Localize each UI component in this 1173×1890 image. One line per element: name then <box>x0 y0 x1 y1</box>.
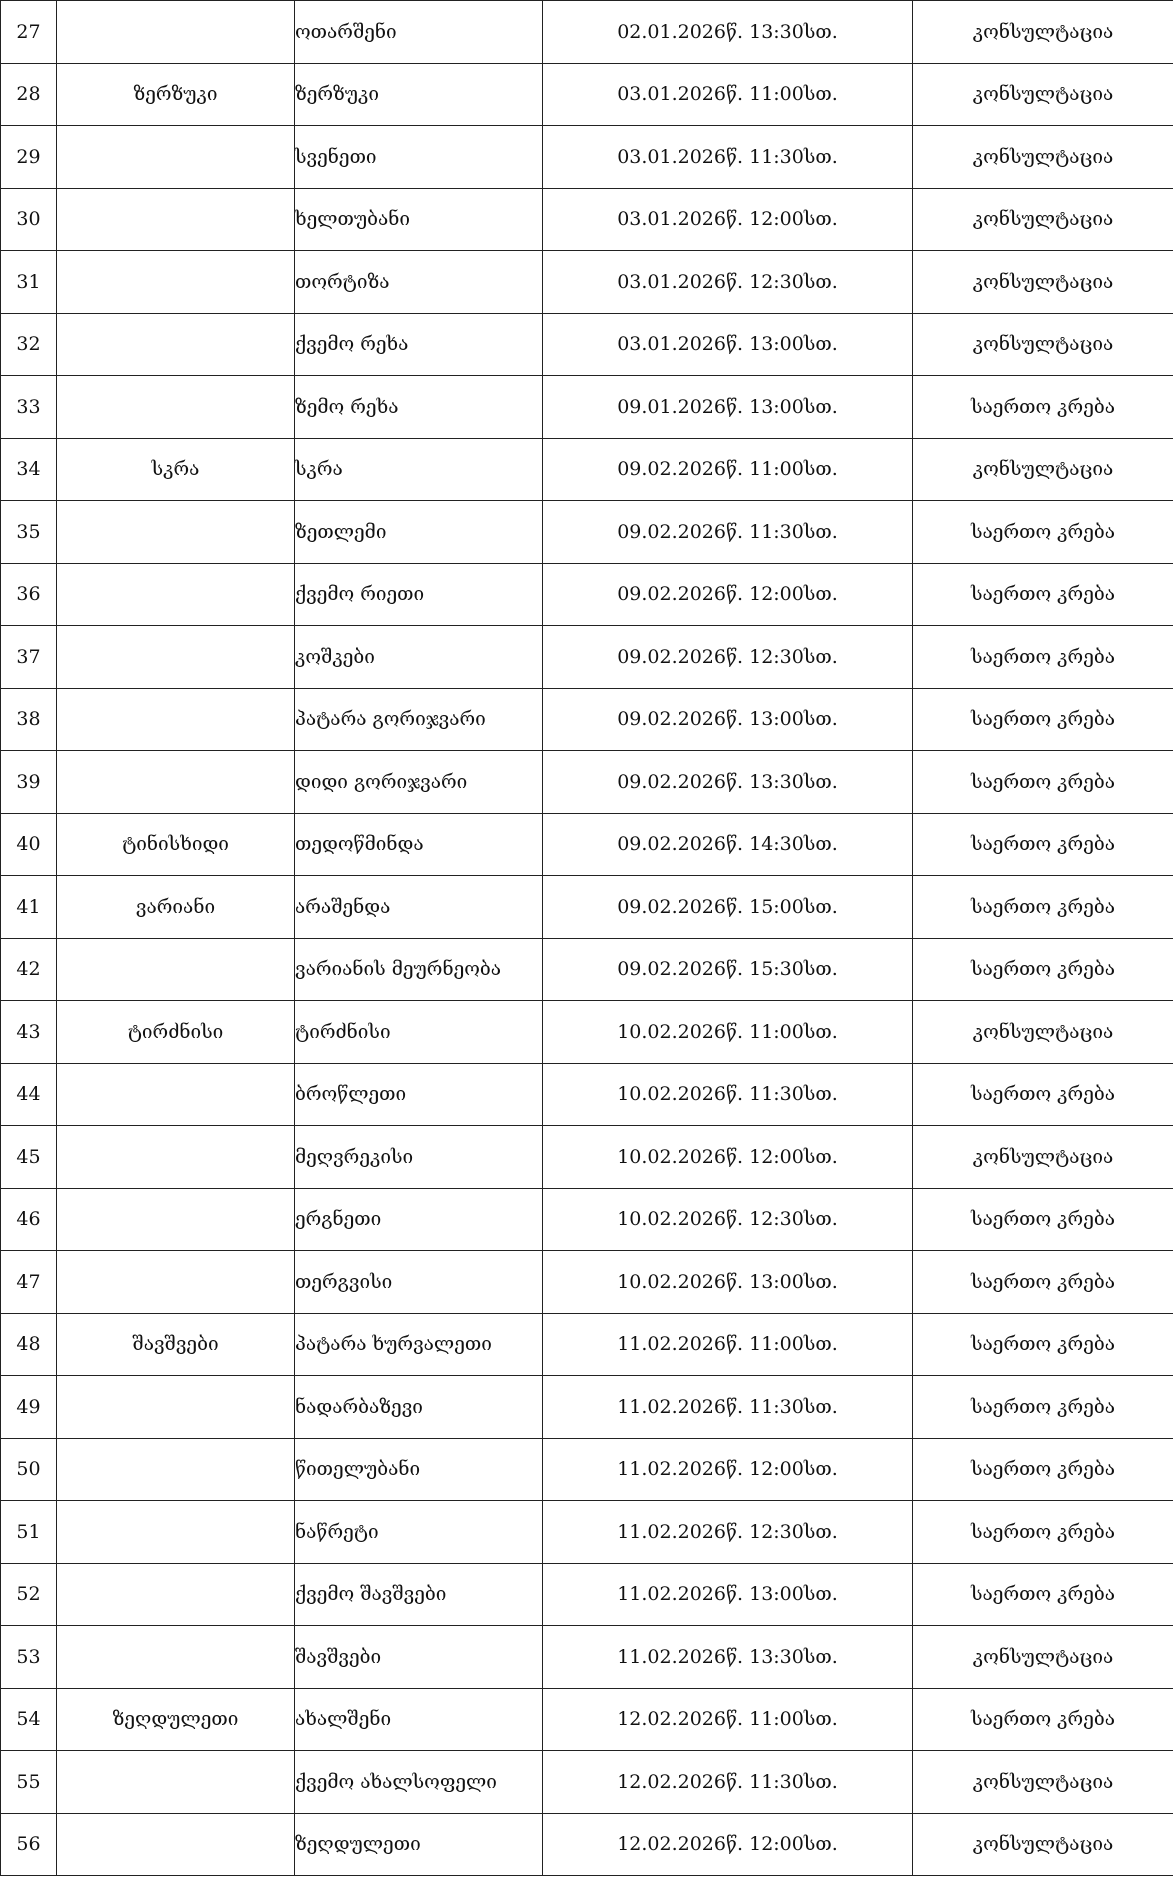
village-cell: ზეთლემი <box>295 501 543 564</box>
meeting-type-cell: კონსულტაცია <box>913 438 1173 501</box>
community-cell <box>57 751 295 814</box>
meeting-type-cell: საერთო კრება <box>913 813 1173 876</box>
datetime-cell: 11.02.2026წ. 13:30სთ. <box>543 1626 913 1689</box>
village-cell: ნაწრეტი <box>295 1501 543 1564</box>
village-cell: ახალშენი <box>295 1688 543 1751</box>
village-cell: პატარა გორიჯვარი <box>295 688 543 751</box>
community-cell: ტინისხიდი <box>57 813 295 876</box>
datetime-cell: 09.02.2026წ. 11:00სთ. <box>543 438 913 501</box>
community-cell <box>57 313 295 376</box>
meeting-type-cell: კონსულტაცია <box>913 63 1173 126</box>
datetime-cell: 09.02.2026წ. 15:30სთ. <box>543 938 913 1001</box>
meeting-type-cell: საერთო კრება <box>913 876 1173 939</box>
village-cell: წითელუბანი <box>295 1438 543 1501</box>
table-row <box>1 1438 1173 1501</box>
table-row <box>1 876 1173 939</box>
table-row <box>1 1688 1173 1751</box>
village-cell: თედოწმინდა <box>295 813 543 876</box>
village-cell: ბროწლეთი <box>295 1063 543 1126</box>
village-cell: ტირძნისი <box>295 1001 543 1064</box>
table-row <box>1 938 1173 1001</box>
table-row <box>1 813 1173 876</box>
meeting-type-cell: კონსულტაცია <box>913 1751 1173 1814</box>
row-number: 54 <box>1 1688 57 1751</box>
datetime-cell: 09.01.2026წ. 13:00სთ. <box>543 376 913 439</box>
meeting-type-cell: კონსულტაცია <box>913 1626 1173 1689</box>
community-cell <box>57 251 295 314</box>
meeting-type-cell: საერთო კრება <box>913 626 1173 689</box>
community-cell <box>57 1126 295 1189</box>
row-number: 36 <box>1 563 57 626</box>
table-row <box>1 438 1173 501</box>
meeting-type-cell: კონსულტაცია <box>913 188 1173 251</box>
community-cell <box>57 563 295 626</box>
table-row <box>1 1001 1173 1064</box>
meeting-type-cell: საერთო კრება <box>913 938 1173 1001</box>
datetime-cell: 12.02.2026წ. 12:00სთ. <box>543 1813 913 1876</box>
community-cell <box>57 1751 295 1814</box>
row-number: 51 <box>1 1501 57 1564</box>
table-row <box>1 1501 1173 1564</box>
community-cell <box>57 126 295 189</box>
table-row <box>1 1751 1173 1814</box>
row-number: 55 <box>1 1751 57 1814</box>
row-number: 38 <box>1 688 57 751</box>
table-row <box>1 1126 1173 1189</box>
village-cell: მეღვრეკისი <box>295 1126 543 1189</box>
datetime-cell: 10.02.2026წ. 13:00სთ. <box>543 1251 913 1314</box>
meeting-type-cell: საერთო კრება <box>913 1563 1173 1626</box>
meeting-type-cell: საერთო კრება <box>913 376 1173 439</box>
datetime-cell: 12.02.2026წ. 11:00სთ. <box>543 1688 913 1751</box>
row-number: 31 <box>1 251 57 314</box>
village-cell: ხელთუბანი <box>295 188 543 251</box>
community-cell <box>57 1 295 64</box>
community-cell <box>57 626 295 689</box>
datetime-cell: 09.02.2026წ. 12:00სთ. <box>543 563 913 626</box>
row-number: 44 <box>1 1063 57 1126</box>
table-row <box>1 1376 1173 1439</box>
row-number: 53 <box>1 1626 57 1689</box>
village-cell: სკრა <box>295 438 543 501</box>
meeting-type-cell: საერთო კრება <box>913 1438 1173 1501</box>
row-number: 33 <box>1 376 57 439</box>
table-row <box>1 1251 1173 1314</box>
row-number: 35 <box>1 501 57 564</box>
meeting-type-cell: საერთო კრება <box>913 688 1173 751</box>
community-cell <box>57 1251 295 1314</box>
village-cell: ქვემო შავშვები <box>295 1563 543 1626</box>
community-cell <box>57 1626 295 1689</box>
community-cell <box>57 1063 295 1126</box>
datetime-cell: 09.02.2026წ. 14:30სთ. <box>543 813 913 876</box>
meeting-type-cell: საერთო კრება <box>913 1063 1173 1126</box>
datetime-cell: 09.02.2026წ. 12:30სთ. <box>543 626 913 689</box>
village-cell: ქვემო რეხა <box>295 313 543 376</box>
datetime-cell: 11.02.2026წ. 12:30სთ. <box>543 1501 913 1564</box>
community-cell: სკრა <box>57 438 295 501</box>
datetime-cell: 11.02.2026წ. 11:00სთ. <box>543 1313 913 1376</box>
village-cell: სვენეთი <box>295 126 543 189</box>
meeting-type-cell: კონსულტაცია <box>913 1 1173 64</box>
village-cell: პატარა ხურვალეთი <box>295 1313 543 1376</box>
village-cell: ქვემო ახალსოფელი <box>295 1751 543 1814</box>
row-number: 32 <box>1 313 57 376</box>
meeting-type-cell: კონსულტაცია <box>913 251 1173 314</box>
datetime-cell: 03.01.2026წ. 12:30სთ. <box>543 251 913 314</box>
village-cell: ზემო რეხა <box>295 376 543 439</box>
community-cell <box>57 1563 295 1626</box>
table-row <box>1 751 1173 814</box>
row-number: 43 <box>1 1001 57 1064</box>
village-cell: თერგვისი <box>295 1251 543 1314</box>
meeting-type-cell: საერთო კრება <box>913 1376 1173 1439</box>
table-row <box>1 1063 1173 1126</box>
datetime-cell: 09.02.2026წ. 11:30სთ. <box>543 501 913 564</box>
meeting-type-cell: საერთო კრება <box>913 1188 1173 1251</box>
table-row <box>1 1188 1173 1251</box>
meeting-type-cell: კონსულტაცია <box>913 313 1173 376</box>
community-cell: ზერზუკი <box>57 63 295 126</box>
row-number: 56 <box>1 1813 57 1876</box>
datetime-cell: 11.02.2026წ. 13:00სთ. <box>543 1563 913 1626</box>
village-cell: კოშკები <box>295 626 543 689</box>
row-number: 52 <box>1 1563 57 1626</box>
village-cell: შავშვები <box>295 1626 543 1689</box>
datetime-cell: 03.01.2026წ. 12:00სთ. <box>543 188 913 251</box>
datetime-cell: 10.02.2026წ. 11:00სთ. <box>543 1001 913 1064</box>
datetime-cell: 09.02.2026წ. 15:00სთ. <box>543 876 913 939</box>
datetime-cell: 10.02.2026წ. 11:30სთ. <box>543 1063 913 1126</box>
row-number: 39 <box>1 751 57 814</box>
community-cell <box>57 1188 295 1251</box>
table-row <box>1 313 1173 376</box>
table-row <box>1 1563 1173 1626</box>
community-cell: ტირძნისი <box>57 1001 295 1064</box>
datetime-cell: 10.02.2026წ. 12:30სთ. <box>543 1188 913 1251</box>
row-number: 30 <box>1 188 57 251</box>
meeting-type-cell: საერთო კრება <box>913 1688 1173 1751</box>
table-row <box>1 376 1173 439</box>
table-row <box>1 1 1173 64</box>
village-cell: ერგნეთი <box>295 1188 543 1251</box>
community-cell <box>57 1438 295 1501</box>
village-cell: ვარიანის მეურნეობა <box>295 938 543 1001</box>
row-number: 29 <box>1 126 57 189</box>
village-cell: ოთარშენი <box>295 1 543 64</box>
village-cell: არაშენდა <box>295 876 543 939</box>
community-cell <box>57 938 295 1001</box>
community-cell <box>57 1376 295 1439</box>
table-row <box>1 626 1173 689</box>
village-cell: ნადარბაზევი <box>295 1376 543 1439</box>
meeting-type-cell: საერთო კრება <box>913 563 1173 626</box>
row-number: 47 <box>1 1251 57 1314</box>
community-cell <box>57 188 295 251</box>
datetime-cell: 03.01.2026წ. 11:00სთ. <box>543 63 913 126</box>
meeting-type-cell: საერთო კრება <box>913 751 1173 814</box>
community-cell: ზეღდულეთი <box>57 1688 295 1751</box>
row-number: 41 <box>1 876 57 939</box>
community-cell <box>57 688 295 751</box>
datetime-cell: 11.02.2026წ. 12:00სთ. <box>543 1438 913 1501</box>
row-number: 49 <box>1 1376 57 1439</box>
meeting-type-cell: კონსულტაცია <box>913 1126 1173 1189</box>
meeting-type-cell: კონსულტაცია <box>913 126 1173 189</box>
meeting-type-cell: საერთო კრება <box>913 1251 1173 1314</box>
row-number: 40 <box>1 813 57 876</box>
community-cell <box>57 376 295 439</box>
village-cell: ზეღდულეთი <box>295 1813 543 1876</box>
datetime-cell: 09.02.2026წ. 13:00სთ. <box>543 688 913 751</box>
table-row <box>1 1626 1173 1689</box>
row-number: 45 <box>1 1126 57 1189</box>
village-cell: დიდი გორიჯვარი <box>295 751 543 814</box>
datetime-cell: 11.02.2026წ. 11:30სთ. <box>543 1376 913 1439</box>
row-number: 46 <box>1 1188 57 1251</box>
row-number: 50 <box>1 1438 57 1501</box>
schedule-table-body <box>1 1 1173 1876</box>
datetime-cell: 10.02.2026წ. 12:00სთ. <box>543 1126 913 1189</box>
meeting-type-cell: საერთო კრება <box>913 501 1173 564</box>
meeting-type-cell: საერთო კრება <box>913 1313 1173 1376</box>
community-cell <box>57 1813 295 1876</box>
datetime-cell: 02.01.2026წ. 13:30სთ. <box>543 1 913 64</box>
datetime-cell: 03.01.2026წ. 11:30სთ. <box>543 126 913 189</box>
row-number: 34 <box>1 438 57 501</box>
meeting-type-cell: კონსულტაცია <box>913 1813 1173 1876</box>
table-row <box>1 188 1173 251</box>
table-row <box>1 126 1173 189</box>
village-cell: ზერზუკი <box>295 63 543 126</box>
table-row <box>1 1313 1173 1376</box>
datetime-cell: 12.02.2026წ. 11:30სთ. <box>543 1751 913 1814</box>
meeting-type-cell: საერთო კრება <box>913 1501 1173 1564</box>
row-number: 37 <box>1 626 57 689</box>
village-cell: ქვემო რიეთი <box>295 563 543 626</box>
community-cell <box>57 1501 295 1564</box>
row-number: 48 <box>1 1313 57 1376</box>
row-number: 27 <box>1 1 57 64</box>
meeting-type-cell: კონსულტაცია <box>913 1001 1173 1064</box>
row-number: 42 <box>1 938 57 1001</box>
table-row <box>1 63 1173 126</box>
village-cell: თორტიზა <box>295 251 543 314</box>
table-row <box>1 563 1173 626</box>
row-number: 28 <box>1 63 57 126</box>
datetime-cell: 09.02.2026წ. 13:30სთ. <box>543 751 913 814</box>
datetime-cell: 03.01.2026წ. 13:00სთ. <box>543 313 913 376</box>
table-row <box>1 501 1173 564</box>
community-cell <box>57 501 295 564</box>
community-cell: ვარიანი <box>57 876 295 939</box>
community-cell: შავშვები <box>57 1313 295 1376</box>
table-row <box>1 1813 1173 1876</box>
table-row <box>1 251 1173 314</box>
table-row <box>1 688 1173 751</box>
